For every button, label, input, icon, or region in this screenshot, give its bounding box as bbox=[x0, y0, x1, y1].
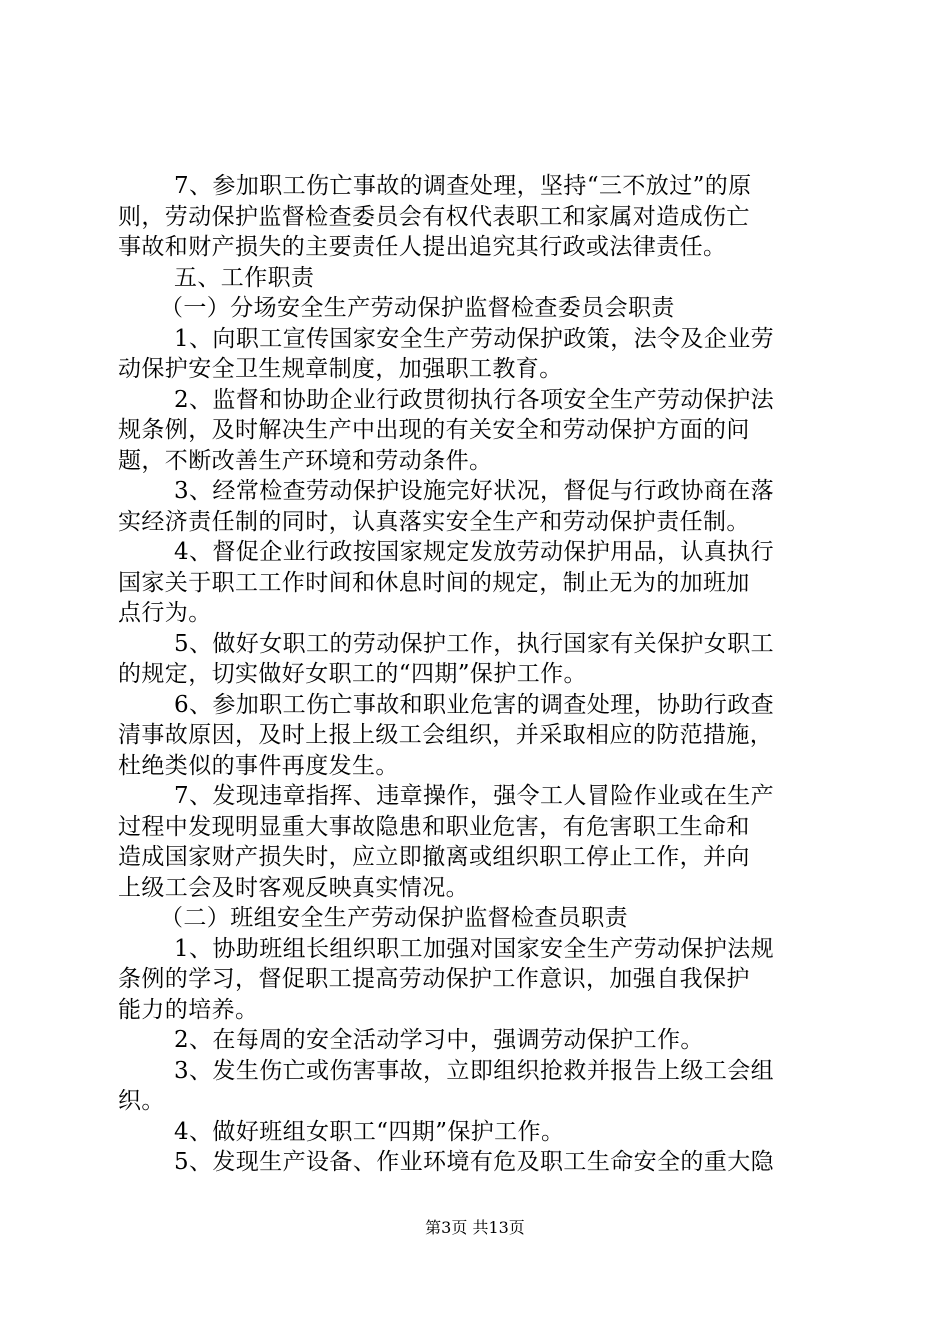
text-line: 4、做好班组女职工“四期”保护工作。 bbox=[174, 1118, 565, 1145]
text-line: 6、参加职工伤亡事故和职业危害的调查处理，协助行政查 bbox=[174, 691, 775, 718]
text-line: 条例的学习，督促职工提高劳动保护工作意识，加强自我保护 bbox=[118, 966, 750, 992]
text-line: （一）分场安全生产劳动保护监督检查委员会职责 bbox=[160, 295, 675, 321]
text-line: 规条例，及时解决生产中出现的有关安全和劳动保护方面的问 bbox=[118, 417, 750, 443]
text-line: 5、做好女职工的劳动保护工作，执行国家有关保护女职工 bbox=[174, 630, 775, 657]
text-line: 造成国家财产损失时，应立即撤离或组织职工停止工作，并向 bbox=[118, 844, 750, 870]
document-body bbox=[118, 171, 834, 1178]
text-line: 2、监督和协助企业行政贯彻执行各项安全生产劳动保护法 bbox=[174, 386, 775, 413]
text-line: 杜绝类似的事件再度发生。 bbox=[118, 752, 399, 779]
text-line: 1、协助班组长组织职工加强对国家安全生产劳动保护法规 bbox=[174, 935, 775, 962]
text-line: 4、督促企业行政按国家规定发放劳动保护用品，认真执行 bbox=[174, 539, 775, 565]
text-line: 则，劳动保护监督检查委员会有权代表职工和家属对造成伤亡 bbox=[118, 203, 750, 230]
text-line: 事故和财产损失的主要责任人提出追究其行政或法律责任。 bbox=[118, 234, 727, 260]
text-line: （二）班组安全生产劳动保护监督检查员职责 bbox=[160, 905, 628, 931]
text-line: 3、经常检查劳动保护设施完好状况，督促与行政协商在落 bbox=[174, 478, 775, 504]
text-line: 上级工会及时客观反映真实情况。 bbox=[118, 874, 469, 901]
text-line: 实经济责任制的同时，认真落实安全生产和劳动保护责任制。 bbox=[118, 508, 750, 535]
text-line: 国家关于职工工作时间和休息时间的规定，制止无为的加班加 bbox=[118, 569, 750, 596]
text-line: 清事故原因，及时上报上级工会组织，并采取相应的防范措施， bbox=[118, 722, 774, 748]
page-number-footer: 第3页 共13页 bbox=[425, 1218, 525, 1237]
text-line: 7、发现违章指挥、违章操作，强令工人冒险作业或在生产 bbox=[174, 783, 775, 809]
text-line: 织。 bbox=[118, 1088, 165, 1114]
text-line: 点行为。 bbox=[118, 600, 212, 626]
text-line: 5、发现生产设备、作业环境有危及职工生命安全的重大隐 bbox=[174, 1149, 775, 1175]
text-line: 过程中发现明显重大事故隐患和职业危害，有危害职工生命和 bbox=[118, 813, 750, 840]
text-line: 动保护安全卫生规章制度，加强职工教育。 bbox=[118, 356, 563, 382]
text-line: 的规定，切实做好女职工的“四期”保护工作。 bbox=[118, 661, 587, 687]
text-line: 能力的培养。 bbox=[118, 996, 259, 1023]
text-line: 7、参加职工伤亡事故的调查处理，坚持“三不放过”的原 bbox=[174, 173, 752, 199]
text-line: 3、发生伤亡或伤害事故，立即组织抢救并报告上级工会组 bbox=[174, 1057, 775, 1084]
text-line: 五、工作职责 bbox=[174, 264, 315, 291]
text-line: 2、在每周的安全活动学习中，强调劳动保护工作。 bbox=[174, 1027, 704, 1053]
text-line: 1、向职工宣传国家安全生产劳动保护政策，法令及企业劳 bbox=[174, 325, 775, 352]
text-line: 题，不断改善生产环境和劳动条件。 bbox=[118, 447, 493, 474]
